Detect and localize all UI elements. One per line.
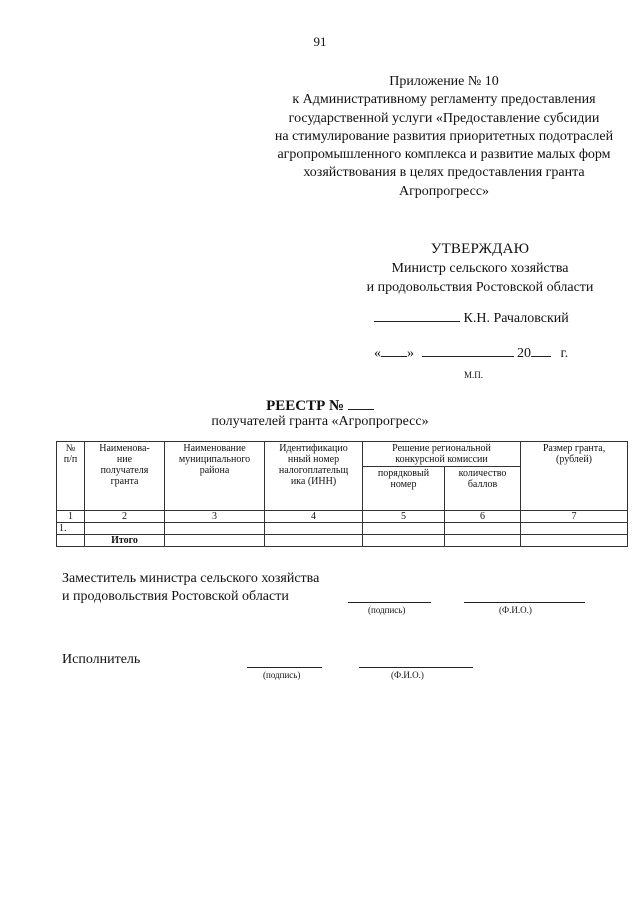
appendix-line: Приложение № 10: [389, 74, 499, 89]
total-cell: [363, 535, 445, 547]
column-number: 1: [57, 511, 85, 523]
total-row: [57, 535, 628, 547]
cell-order[interactable]: [363, 523, 445, 535]
column-number: 3: [165, 511, 265, 523]
total-label: Итого: [85, 535, 165, 547]
header-decision: [363, 442, 521, 467]
registry-title-text: РЕЕСТР №: [266, 398, 345, 414]
header-text: ика (ИНН): [290, 476, 337, 487]
header-text: Идентификацио: [279, 443, 348, 454]
deputy-signature-caption: (подпись): [368, 605, 406, 615]
header-text: налогоплательщ: [278, 465, 349, 476]
header-text: района: [199, 465, 230, 476]
month-blank[interactable]: [422, 344, 514, 357]
header-num: [57, 442, 85, 511]
deputy-name-caption: (Ф.И.О.): [499, 605, 532, 615]
deputy-name-blank[interactable]: [464, 602, 585, 603]
approval-block: [330, 240, 630, 297]
header-points: [445, 467, 521, 511]
header-text: Размер гранта,: [542, 443, 606, 454]
registry-title: [0, 397, 640, 415]
header-text: получателя: [100, 465, 149, 476]
appendix-line: на стимулирование развития приоритетных подотраслей: [274, 128, 614, 144]
column-number: 4: [265, 511, 363, 523]
cell-recipient[interactable]: [85, 523, 165, 535]
header-text: №: [65, 443, 76, 454]
total-cell: [165, 535, 265, 547]
header-amount: [521, 442, 628, 511]
header-text: гранта: [110, 476, 139, 487]
table-row: [57, 523, 628, 535]
registry-subtitle: получателей гранта «Агропрогресс»: [211, 414, 429, 429]
year-suffix: г.: [560, 346, 569, 361]
day-blank[interactable]: [381, 344, 407, 357]
header-text: муниципального: [178, 454, 251, 465]
appendix-header: [228, 73, 640, 201]
appendix-line: хозяйствования в целях предоставления гранта: [303, 165, 585, 181]
appendix-line: агропромышленного комплекса и развитие малых форм: [277, 147, 611, 163]
header-inn: [265, 442, 363, 511]
header-text: порядковый: [377, 468, 430, 479]
column-number: 5: [363, 511, 445, 523]
date-open-quote: «: [374, 346, 381, 361]
cell-points[interactable]: [445, 523, 521, 535]
executor-signature-blank[interactable]: [247, 667, 322, 668]
executor-signature-caption: (подпись): [263, 670, 301, 680]
cell-amount[interactable]: [521, 523, 628, 535]
column-number: 7: [521, 511, 628, 523]
executor-name-blank[interactable]: [359, 667, 473, 668]
page-number: 91: [313, 34, 327, 49]
year-prefix: 20: [517, 346, 531, 361]
total-cell: [521, 535, 628, 547]
appendix-line: Агропрогресс»: [398, 183, 490, 199]
column-number: 6: [445, 511, 521, 523]
header-text: п/п: [63, 454, 78, 465]
appendix-line: к Административному регламенту предоставления: [292, 92, 596, 108]
date-close-quote: »: [407, 346, 414, 361]
header-order: [363, 467, 445, 511]
approval-title: УТВЕРЖДАЮ: [430, 241, 530, 257]
header-text: количество: [458, 468, 507, 479]
signatory-name: К.Н. Рачаловский: [463, 311, 569, 326]
header-text: конкурсной комиссии: [395, 454, 488, 465]
header-text: (рублей): [556, 454, 593, 465]
deputy-signature-block: [62, 570, 319, 606]
cell-district[interactable]: [165, 523, 265, 535]
deputy-title-line1: Заместитель министра сельского хозяйства: [62, 571, 320, 586]
executor-label: Исполнитель: [62, 652, 141, 667]
executor-name-caption: (Ф.И.О.): [391, 670, 424, 680]
registry-number-blank[interactable]: [348, 397, 374, 410]
total-cell: [445, 535, 521, 547]
header-text: Решение региональной: [392, 443, 491, 454]
header-text: нный номер: [287, 454, 340, 465]
header-text: баллов: [467, 479, 498, 490]
header-text: Наименование: [183, 443, 246, 454]
cell-inn[interactable]: [265, 523, 363, 535]
deputy-title-line2: и продовольствия Ростовской области: [62, 589, 289, 604]
appendix-line: государственной услуги «Предоставление субсидии: [288, 110, 600, 126]
year-blank[interactable]: [531, 344, 551, 357]
minister-signature-line: [374, 309, 569, 327]
header-text: ние: [116, 454, 133, 465]
header-text: Наименова-: [99, 443, 150, 454]
header-recipient: [85, 442, 165, 511]
approval-position-line2: и продовольствия Ростовской области: [366, 280, 594, 295]
stamp-place: М.П.: [464, 370, 484, 380]
deputy-signature-blank[interactable]: [348, 602, 431, 603]
header-district: [165, 442, 265, 511]
header-text: номер: [390, 479, 417, 490]
approval-date: [374, 344, 568, 362]
total-empty: [57, 535, 85, 547]
signature-blank[interactable]: [374, 309, 460, 322]
column-number: 2: [85, 511, 165, 523]
row-num: 1.: [57, 523, 85, 535]
total-cell: [265, 535, 363, 547]
approval-position-line1: Министр сельского хозяйства: [391, 261, 569, 276]
registry-table: [56, 441, 628, 547]
